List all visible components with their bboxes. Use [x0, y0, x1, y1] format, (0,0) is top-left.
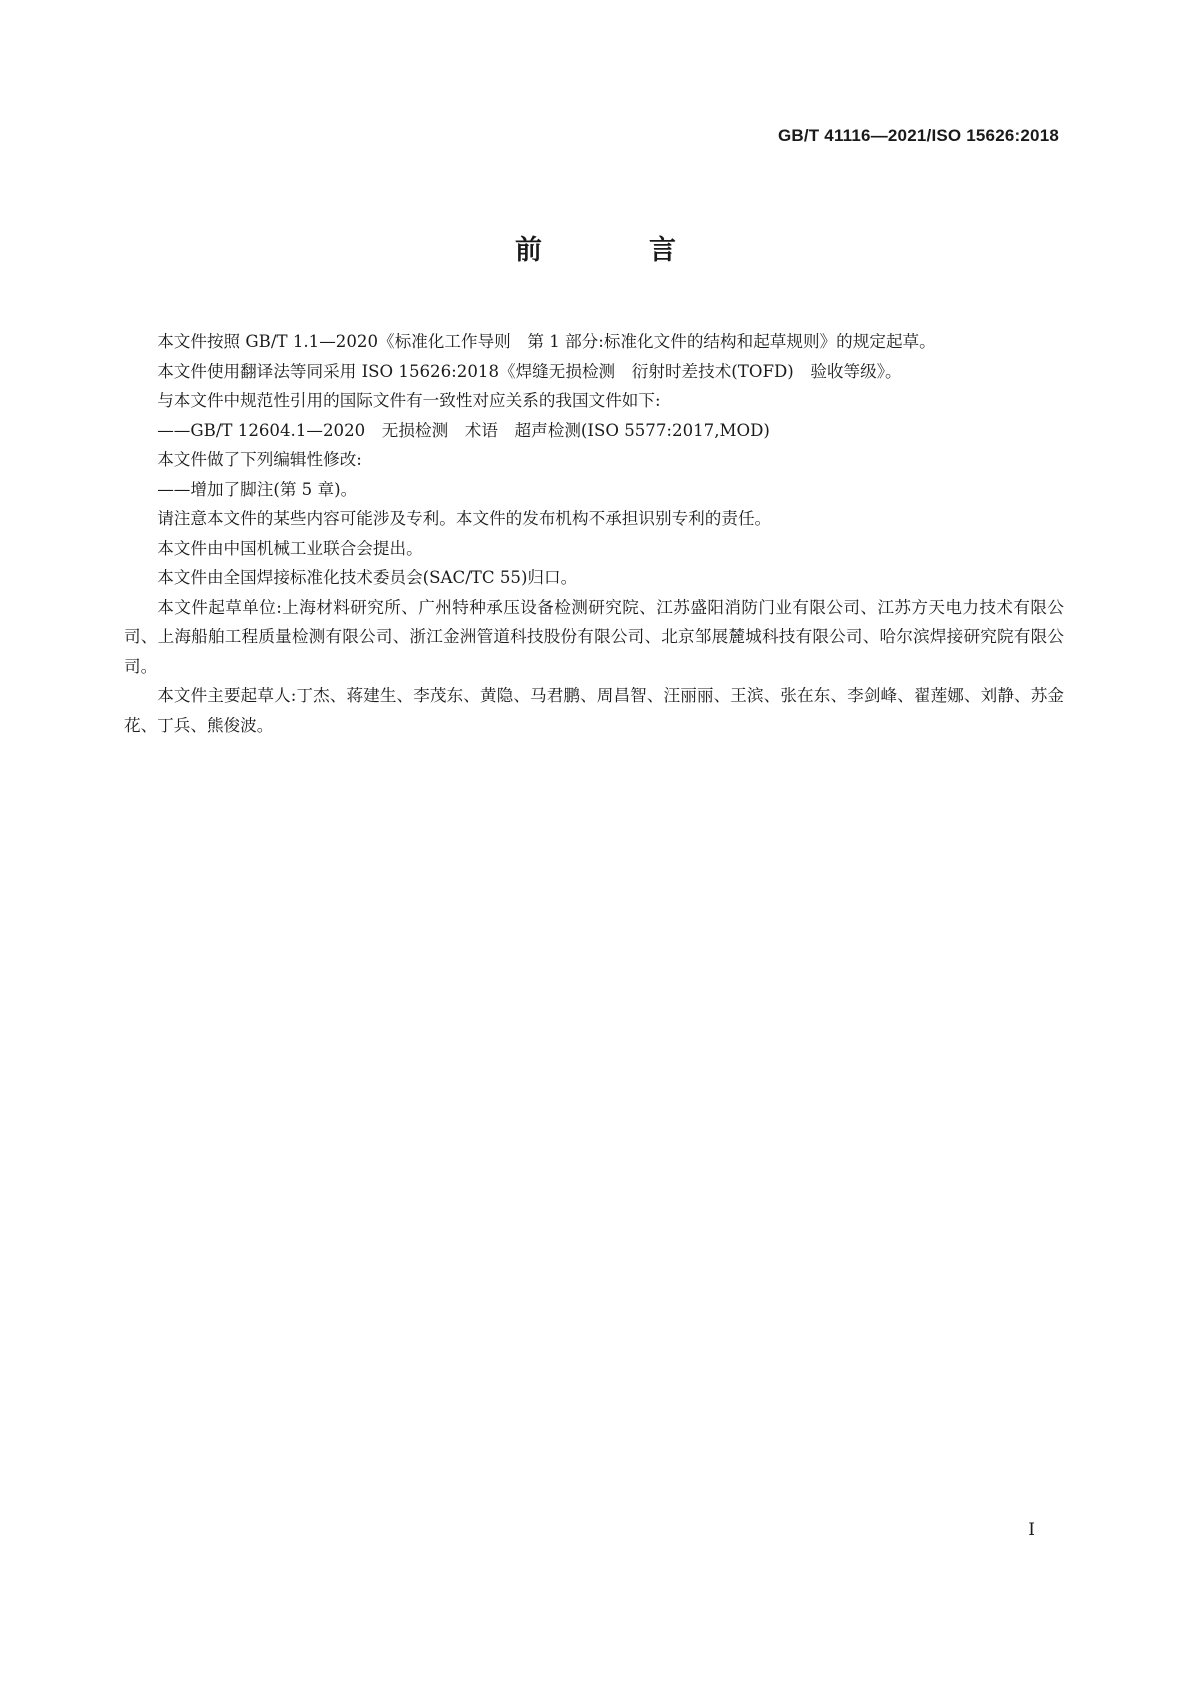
paragraph-drafting-organizations: 本文件起草单位:上海材料研究所、广州特种承压设备检测研究院、江苏盛阳消防门业有限公司、江苏方天电力技术有限公司、上海船舶工程质量检测有限公司、浙江金洲管道科技股份有限公司、北京邹展麓城科技有限公司、哈尔滨焊接研究院有限公司。 — [124, 597, 1064, 676]
paragraph-under-jurisdiction: 本文件由全国焊接标准化技术委员会(SAC/TC 55)归口。 — [157, 568, 578, 587]
foreword-body — [124, 327, 1064, 740]
list-item-corresponding-standard: ——GB/T 12604.1—2020 无损检测 术语 超声检测(ISO 5577:2017,MOD) — [157, 420, 770, 440]
page-number: I — [1028, 1520, 1035, 1540]
paragraph-drafters: 本文件主要起草人:丁杰、蒋建生、李茂东、黄隐、马君鹏、周昌智、汪丽丽、王滨、张在东、李剑峰、翟莲娜、刘静、苏金花、丁兵、熊俊波。 — [124, 686, 1064, 735]
paragraph-drafting-rules: 本文件按照 GB/T 1.1—2020《标准化工作导则 第 1 部分:标准化文件的结构和起草规则》的规定起草。 — [157, 332, 936, 351]
paragraph-editorial-changes-intro: 本文件做了下列编辑性修改: — [157, 450, 362, 469]
list-item-editorial-change: ——增加了脚注(第 5 章)。 — [157, 479, 358, 499]
paragraph-correspondence-intro: 与本文件中规范性引用的国际文件有一致性对应关系的我国文件如下: — [157, 391, 661, 410]
paragraph-adoption: 本文件使用翻译法等同采用 ISO 15626:2018《焊缝无损检测 衍射时差技术(TOFD) 验收等级》。 — [157, 361, 902, 381]
paragraph-patent-notice: 请注意本文件的某些内容可能涉及专利。本文件的发布机构不承担识别专利的责任。 — [157, 509, 772, 528]
paragraph-proposed-by: 本文件由中国机械工业联合会提出。 — [157, 538, 423, 558]
standard-code-header: GB/T 41116—2021/ISO 15626:2018 — [777, 126, 1059, 145]
page-title: 前 言 — [515, 235, 716, 266]
